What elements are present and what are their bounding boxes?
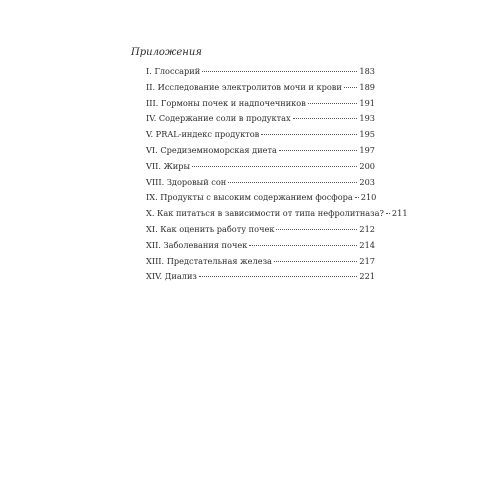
toc-entry-page: 195 <box>359 129 375 140</box>
toc-entry-title: XIV. Диализ <box>146 271 197 282</box>
table-of-contents <box>146 64 408 285</box>
toc-entry-page: 203 <box>359 176 375 187</box>
toc-dot-leader <box>199 276 357 277</box>
toc-dot-leader <box>261 134 357 135</box>
toc-dot-leader <box>308 103 358 104</box>
toc-entry-page: 189 <box>359 81 375 92</box>
toc-entry <box>146 159 375 175</box>
toc-entry-page: 200 <box>359 160 375 171</box>
toc-entry-page: 212 <box>359 223 375 234</box>
toc-entry-title: I. Глоссарий <box>146 66 201 76</box>
toc-entry <box>146 269 375 285</box>
toc-dot-leader <box>293 118 358 119</box>
toc-entry <box>146 238 375 254</box>
toc-entry <box>146 80 375 96</box>
toc-entry <box>146 190 375 206</box>
toc-dot-leader <box>279 150 357 151</box>
toc-entry <box>146 175 375 191</box>
toc-entry-title: IV. Содержание соли в продуктах <box>146 113 291 124</box>
toc-entry-page: 214 <box>359 239 375 250</box>
toc-entry <box>146 254 375 270</box>
toc-dot-leader <box>228 182 357 183</box>
toc-entry-page: 210 <box>360 192 377 203</box>
toc-entry <box>146 222 375 238</box>
toc-dot-leader <box>202 71 357 72</box>
toc-entry-page: 183 <box>359 66 375 76</box>
toc-entry <box>146 206 408 222</box>
section-title: Приложения <box>131 47 202 58</box>
toc-entry-title: III. Гормоны почек и надпочечников <box>146 97 306 108</box>
toc-entry-page: 217 <box>359 255 375 266</box>
toc-entry-page: 211 <box>391 208 408 219</box>
toc-entry <box>146 96 375 112</box>
toc-entry <box>146 127 375 143</box>
toc-entry-page: 221 <box>359 271 375 282</box>
toc-entry-title: VIII. Здоровый сон <box>146 176 227 187</box>
toc-entry-title: IX. Продукты с высоким содержанием фосфора <box>146 192 353 203</box>
toc-dot-leader <box>386 213 390 214</box>
toc-entry-title: XIII. Предстательная железа <box>146 255 272 266</box>
toc-dot-leader <box>192 166 357 167</box>
toc-dot-leader <box>274 261 357 262</box>
toc-entry-title: V. PRAL-индекс продуктов <box>146 129 260 140</box>
toc-entry-title: VII. Жиры <box>146 160 190 171</box>
toc-dot-leader <box>355 197 359 198</box>
toc-dot-leader <box>344 87 358 88</box>
toc-entry <box>146 143 375 159</box>
toc-entry-title: XII. Заболевания почек <box>146 239 248 250</box>
toc-entry-page: 197 <box>359 144 375 155</box>
toc-entry <box>146 111 375 127</box>
toc-entry-title: X. Как питаться в зависимости от типа нефролитназа? <box>146 208 384 219</box>
toc-entry-page: 193 <box>359 113 375 124</box>
toc-entry-title: VI. Средиземноморская диета <box>146 144 277 155</box>
toc-dot-leader <box>276 229 357 230</box>
toc-entry-page: 191 <box>359 97 375 108</box>
toc-entry-title: II. Исследование электролитов мочи и крови <box>146 81 342 92</box>
toc-dot-leader <box>249 245 357 246</box>
toc-entry-title: XI. Как оценить работу почек <box>146 223 275 234</box>
toc-entry <box>146 64 375 80</box>
